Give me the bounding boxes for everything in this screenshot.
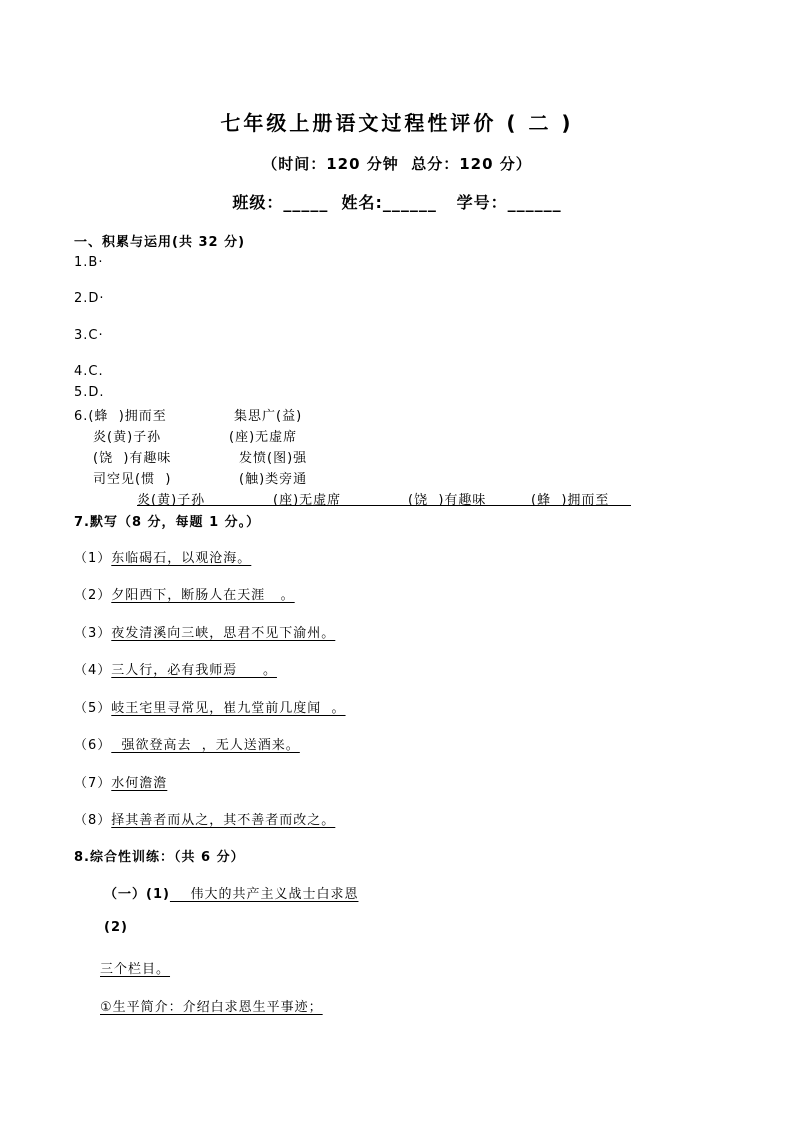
- q7-item-number: （3）: [74, 626, 112, 641]
- q6-answer-underline: [137, 505, 631, 506]
- q7-item-4: [74, 659, 277, 678]
- q8-part2-label: (2): [104, 920, 128, 935]
- q6-row2-right: (座)无虚席: [229, 430, 298, 445]
- q8-answer-line2: ①生平简介：介绍白求恩生平事迹；: [100, 1000, 323, 1015]
- q8-heading: 8.综合性训练：（共 6 分）: [74, 850, 245, 865]
- q7-item-number: （8）: [74, 813, 112, 828]
- q7-item-6: [74, 734, 300, 753]
- q7-item-number: （1）: [74, 551, 112, 566]
- q8-part1-answer: 伟大的共产主义战士白求恩: [169, 887, 359, 902]
- q7-item-3: [74, 622, 335, 641]
- q7-item-answer: 三人行，必有我师焉 。: [111, 663, 277, 678]
- q7-item-number: （4）: [74, 663, 112, 678]
- answer-q4: 4.C.: [74, 364, 104, 379]
- q7-item-number: （6）: [74, 738, 112, 753]
- q6-row3-left: (饶 )有趣味: [93, 451, 172, 466]
- q6-row1-right: 集思广(益): [234, 409, 303, 424]
- q7-item-answer: 东临碣石，以观沧海。: [111, 551, 252, 566]
- page-title: 七年级上册语文过程性评价 ( 二 ): [220, 111, 574, 135]
- q6-row1-left: 6.(蜂 )拥而至: [74, 409, 167, 424]
- q7-item-answer: 岐王宅里寻常见，崔九堂前几度闻 。: [111, 701, 346, 716]
- q6-answer-4: (蜂 )拥而至: [531, 493, 610, 508]
- q6-answer-2: (座)无虚席: [273, 493, 342, 508]
- q7-item-1: [74, 547, 251, 566]
- q7-item-answer: 择其善者而从之，其不善者而改之。: [111, 813, 336, 828]
- answer-q1: 1.B·: [74, 255, 104, 270]
- answer-q2: 2.D·: [74, 291, 105, 306]
- q6-answer-1: 炎(黄)子孙: [137, 493, 206, 508]
- answer-q3: 3.C·: [74, 328, 104, 343]
- q8-answer-line1: 三个栏目。: [100, 962, 171, 977]
- q8-part1: [104, 883, 358, 902]
- q7-item-2: [74, 584, 295, 603]
- section1-heading: 一、积累与运用(共 32 分): [74, 235, 246, 250]
- q7-item-answer: 夕阳西下，断肠人在天涯 。: [111, 588, 295, 603]
- q6-row4-right: (触)类旁通: [239, 472, 308, 487]
- q7-item-number: （2）: [74, 588, 112, 603]
- student-info-line: 班级：_____ 姓名:______ 学号：______: [232, 193, 562, 212]
- q7-item-8: [74, 809, 335, 828]
- answer-q5: 5.D.: [74, 385, 105, 400]
- q6-row3-right: 发愤(图)强: [239, 451, 308, 466]
- q7-item-number: （7）: [74, 776, 112, 791]
- q6-answer-3: (饶 )有趣味: [408, 493, 487, 508]
- q7-item-answer: 强欲登高去 ，无人送酒来。: [111, 738, 300, 753]
- q7-item-answer: 夜发清溪向三峡，思君不见下渝州。: [111, 626, 336, 641]
- q6-row2-left: 炎(黄)子孙: [93, 430, 162, 445]
- q7-item-5: [74, 697, 346, 716]
- q7-heading: 7.默写（8 分，每题 1 分。）: [74, 515, 261, 530]
- q7-item-number: （5）: [74, 701, 112, 716]
- q7-item-7: [74, 772, 167, 791]
- exam-time-score: （时间：120 分钟 总分：120 分）: [262, 155, 532, 173]
- q7-item-answer: 水何澹澹: [111, 776, 168, 791]
- q8-part1-label: （一）(1): [104, 887, 170, 902]
- q6-row4-left: 司空见(惯 ): [93, 472, 172, 487]
